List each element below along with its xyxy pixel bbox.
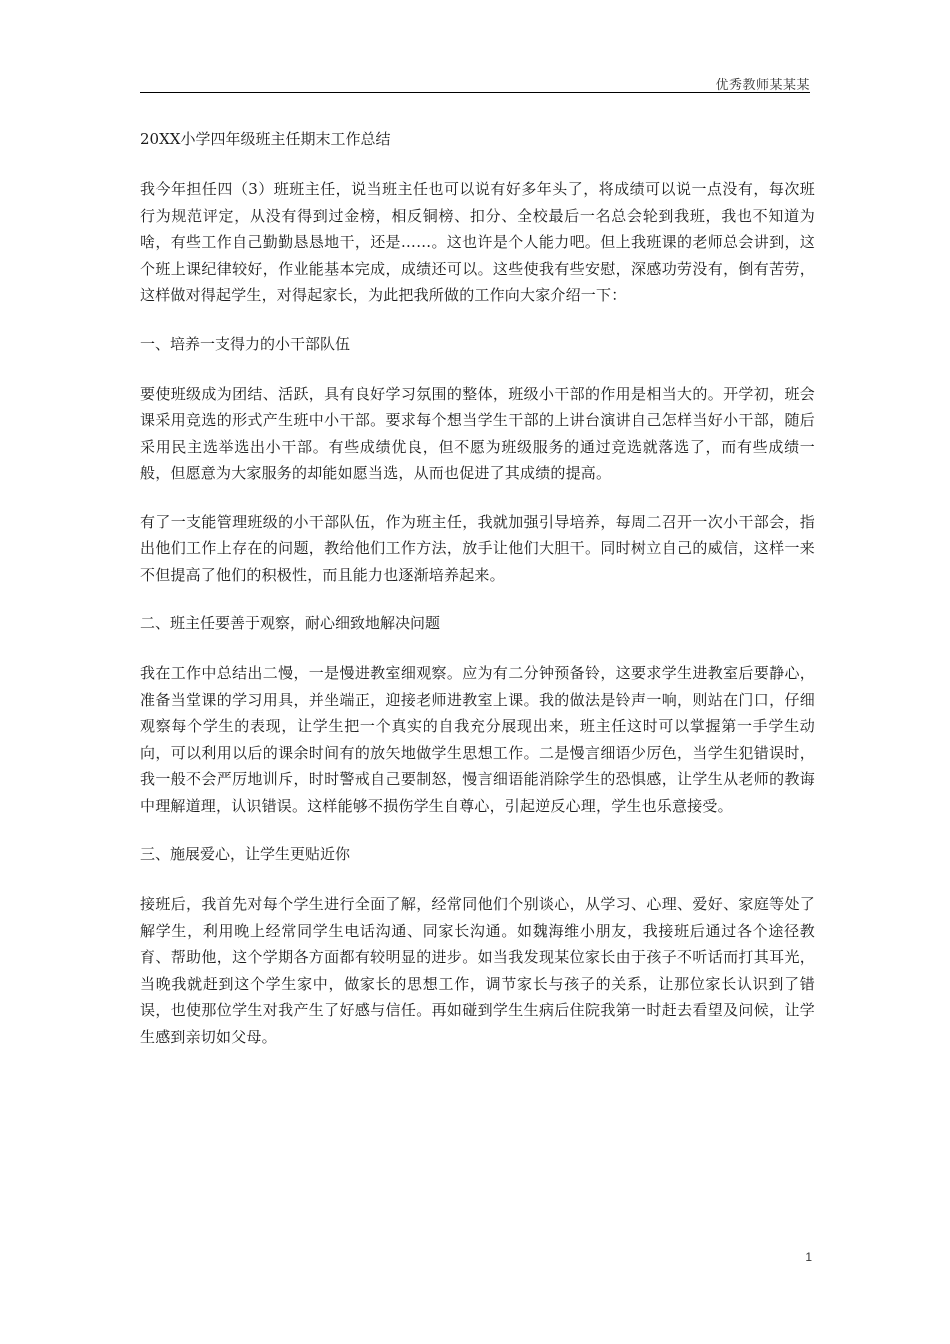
intro-paragraph: 我今年担任四（3）班班主任，说当班主任也可以说有好多年头了，将成绩可以说一点没有，每次班行为规范评定，从没有得到过金榜，相反铜榜、扣分、全校最后一名总会轮到我班，我也不知道为啥，有些工作自己勤勤恳恳地干，还是……。这也许是个人能力吧。但上我班课的老师总会讲到，这个班上课纪律较好，作业能基本完成，成绩还可以。这些使我有些安慰，深感功劳没有，倒有苦劳，这样做对得起学生，对得起家长，为此把我所做的工作向大家介绍一下：	[140, 180, 815, 304]
section-heading-1: 一、培养一支得力的小干部队伍	[140, 334, 351, 353]
header-divider	[140, 92, 810, 93]
section1-paragraph-1: 要使班级成为团结、活跃，具有良好学习氛围的整体，班级小干部的作用是相当大的。开学初，班会课采用竞选的形式产生班中小干部。要求每个想当学生干部的上讲台演讲自己怎样当好小干部，随后采用民主选举选出小干部。有些成绩优良，但不愿为班级服务的通过竞选就落选了，而有些成绩一般，但愿意为大家服务的却能如愿当选，从而也促进了其成绩的提高。	[140, 384, 815, 482]
page-header-text: 优秀教师某某某	[715, 78, 810, 93]
section1-paragraph-2: 有了一支能管理班级的小干部队伍，作为班主任，我就加强引导培养，每周二召开一次小干部会，指出他们工作上存在的问题，教给他们工作方法，放手让他们大胆干。同时树立自己的威信，这样一来不但提高了他们的积极性，而且能力也逐渐培养起来。	[140, 512, 815, 584]
section3-paragraph-1: 接班后，我首先对每个学生进行全面了解，经常同他们个别谈心，从学习、心理、爱好、家庭等处了解学生，利用晚上经常同学生电话沟通、同家长沟通。如魏海维小朋友，我接班后通过各个途径教育、帮助他，这个学期各方面都有较明显的进步。如当我发现某位家长由于孩子不听话而打其耳光，当晚我就赶到这个学生家中，做家长的思想工作，调节家长与孩子的关系，让那位家长认识到了错误，也使那位学生对我产生了好感与信任。再如碰到学生生病后住院我第一时赶去看望及问候，让学生感到亲切如父母。	[140, 895, 815, 1046]
section-heading-3: 三、施展爱心，让学生更贴近你	[140, 845, 351, 863]
document-title: 20XX小学四年级班主任期末工作总结	[140, 130, 391, 148]
section-heading-2: 二、班主任要善于观察，耐心细致地解决问题	[140, 614, 441, 632]
document-body	[140, 124, 815, 1072]
section2-paragraph-1: 我在工作中总结出二慢，一是慢进教室细观察。应为有二分钟预备铃，这要求学生进教室后要静心，准备当堂课的学习用具，并坐端正，迎接老师进教室上课。我的做法是铃声一响，则站在门口，仔细观察每个学生的表现，让学生把一个真实的自我充分展现出来，班主任这时可以掌握第一手学生动向，可以利用以后的课余时间有的放矢地做学生思想工作。二是慢言细语少厉色，当学生犯错误时，我一般不会严厉地训斥，时时警戒自己要制怒，慢言细语能消除学生的恐惧感，让学生从老师的教诲中理解道理，认识错误。这样能够不损伤学生自尊心，引起逆反心理，学生也乐意接受。	[140, 664, 815, 815]
page-number: 1	[805, 1250, 812, 1264]
